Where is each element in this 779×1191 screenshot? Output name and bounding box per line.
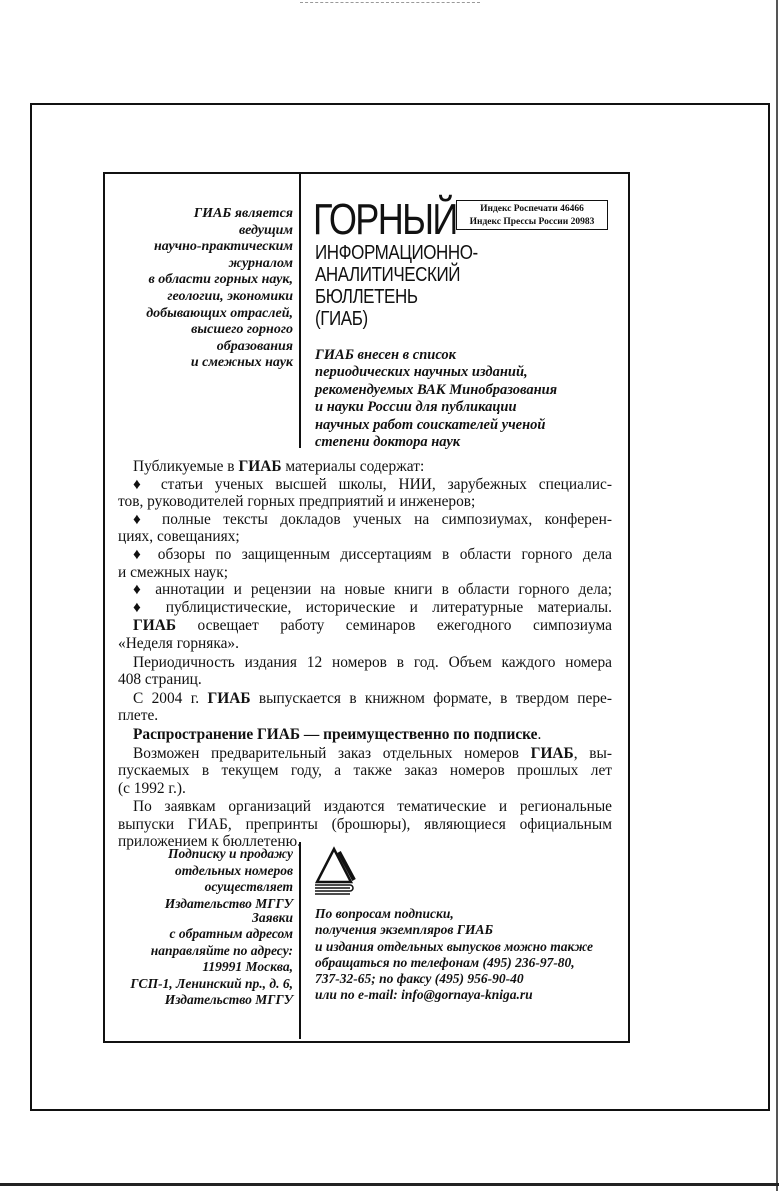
text: пускаемых в текущем году, а также заказ номеров прошлых лет — [118, 762, 612, 780]
bold-text: ГИАБ — [530, 744, 574, 762]
text: Публикуемые в — [133, 458, 239, 475]
body-line — [118, 745, 612, 763]
body-line — [118, 816, 612, 834]
text: , вы- — [573, 744, 612, 762]
body-line — [118, 635, 612, 653]
text-line: геологии, экономики — [167, 288, 293, 304]
text-line: и науки России для публикации — [315, 399, 517, 416]
body-line — [118, 780, 612, 798]
journal-subtitle — [315, 242, 478, 330]
body-line — [118, 707, 612, 725]
scan-page-edge — [776, 0, 778, 1191]
text: плете. — [118, 707, 159, 725]
text-line: рекомендуемых ВАК Минобразования — [315, 381, 558, 398]
body-line — [118, 617, 612, 635]
body-line — [118, 690, 612, 708]
body-line — [118, 798, 612, 816]
text-line: ГИАБ является — [193, 206, 293, 221]
body-line — [118, 564, 612, 582]
text-line: в области горных наук, — [148, 272, 293, 288]
body-line — [118, 493, 612, 511]
text: (с 1992 г.). — [118, 779, 186, 797]
column-divider-top — [299, 174, 301, 448]
text-line: отдельных номеров — [174, 862, 293, 878]
contact-fax: 737-32-65; по факсу (495) 956-90-40 — [315, 971, 524, 987]
text-line: По вопросам подписки, — [315, 906, 454, 921]
text: приложением к бюллетеню. — [118, 833, 301, 851]
body-line — [118, 528, 612, 546]
text: 408 страниц. — [118, 671, 202, 689]
text-line: Издательство МГГУ — [164, 895, 293, 911]
contact-phone: обращаться по телефонам (495) 236-97-80, — [315, 954, 575, 970]
text-line: периодических научных изданий, — [315, 364, 528, 381]
body-line — [118, 546, 612, 564]
text-line: ГСП-1, Ленинский пр., д. 6, — [130, 975, 293, 991]
text-line: Заявки — [252, 910, 293, 925]
text: С 2004 г. — [133, 689, 208, 707]
text-line: высшего горного — [191, 322, 293, 338]
text: и смежных наук; — [118, 563, 228, 581]
text-line: 119991 Москва, — [202, 959, 293, 975]
text: тов, руководителей горных предприятий и инженеров; — [118, 493, 476, 511]
bold-text: Распространение ГИАБ — преимущественно по подписке — [133, 725, 538, 743]
text-line: Издательство МГГУ — [164, 992, 293, 1008]
text-line: (ГИАБ) — [315, 308, 368, 330]
text: ♦ обзоры по защищенным диссертациям в области горного дела — [133, 545, 612, 563]
bold-text: ГИАБ — [207, 689, 251, 707]
text: ♦ полные тексты докладов ученых на симпозиумах, конферен- — [133, 510, 612, 528]
text-line: АНАЛИТИЧЕСКИЙ — [315, 264, 461, 286]
text-line: ГИАБ внесен в список — [315, 347, 457, 363]
text: освещает работу семинаров ежегодного симпозиума — [176, 617, 612, 635]
text-line: ИНФОРМАЦИОННО- — [315, 242, 478, 264]
text: . — [537, 725, 542, 743]
subscription-index-box — [456, 200, 608, 230]
text: циях, совещаниях; — [118, 528, 240, 546]
text-line: Подписку и продажу — [168, 846, 293, 861]
bold-text: ГИАБ — [238, 458, 282, 475]
text-line: и смежных наук — [190, 355, 293, 371]
text: По заявкам организаций издаются тематические и региональные — [133, 798, 612, 816]
intro-left — [146, 206, 293, 372]
text-line: степени доктора наук — [315, 434, 461, 451]
text: ♦ аннотации и рецензии на новые книги в области горного дела; — [133, 581, 612, 599]
text: выпускается в книжном формате, в твердом пере- — [250, 689, 612, 707]
body-text — [118, 458, 612, 851]
text: выпуски ГИАБ, препринты (брошюры), являющиеся официальным — [118, 815, 612, 833]
body-line — [118, 511, 612, 529]
body-line — [118, 762, 612, 780]
text-line: получения экземпляров ГИАБ — [315, 922, 494, 938]
body-line — [118, 581, 612, 599]
body-line — [118, 726, 612, 744]
text-line: БЮЛЛЕТЕНЬ — [315, 286, 418, 308]
text: материалы содержат: — [281, 458, 425, 475]
contact-info — [315, 906, 593, 1004]
text-line: направляйте по адресу: — [150, 942, 293, 958]
publisher-logo-icon — [314, 846, 356, 898]
text-line: научных работ соискателей ученой — [315, 416, 546, 433]
body-line — [118, 599, 612, 617]
body-line — [118, 671, 612, 689]
index-rospechat: Индекс Роспечати 46466 — [480, 204, 584, 214]
body-line — [118, 458, 612, 476]
text: «Неделя горняка». — [118, 634, 239, 652]
body-line — [118, 654, 612, 672]
text-line: и издания отдельных выпусков можно также — [315, 938, 594, 954]
text: Возможен предварительный заказ отдельных номеров — [133, 744, 531, 762]
column-divider-bottom — [299, 842, 301, 1039]
address-info — [130, 910, 293, 1008]
text-line: с обратным адресом — [169, 926, 293, 942]
bold-text: ГИАБ — [133, 617, 177, 635]
text-line: осуществляет — [204, 879, 293, 894]
text-line: журналом — [228, 255, 293, 271]
contact-email[interactable]: или по e-mail: info@gornaya-kniga.ru — [315, 987, 533, 1003]
sales-info — [165, 846, 293, 912]
text: ♦ публицистические, исторические и литературные материалы. — [133, 598, 612, 616]
text: Периодичность издания 12 номеров в год. Объем каждого номера — [133, 653, 612, 671]
body-line — [118, 476, 612, 494]
text-line: ведущим — [239, 222, 293, 238]
text-line: образования — [216, 338, 293, 354]
index-pressa-rossii: Индекс Прессы России 20983 — [469, 217, 595, 227]
text-line: добывающих отраслей, — [146, 305, 293, 321]
vak-note — [315, 347, 557, 451]
scan-edge-mark — [300, 2, 480, 3]
journal-title: ГОРНЫЙ — [313, 195, 457, 244]
scan-bottom-edge — [0, 1183, 779, 1186]
text-line: научно-практическим — [153, 239, 293, 255]
text: ♦ статьи ученых высшей школы, НИИ, зарубежных специалис- — [133, 475, 612, 493]
